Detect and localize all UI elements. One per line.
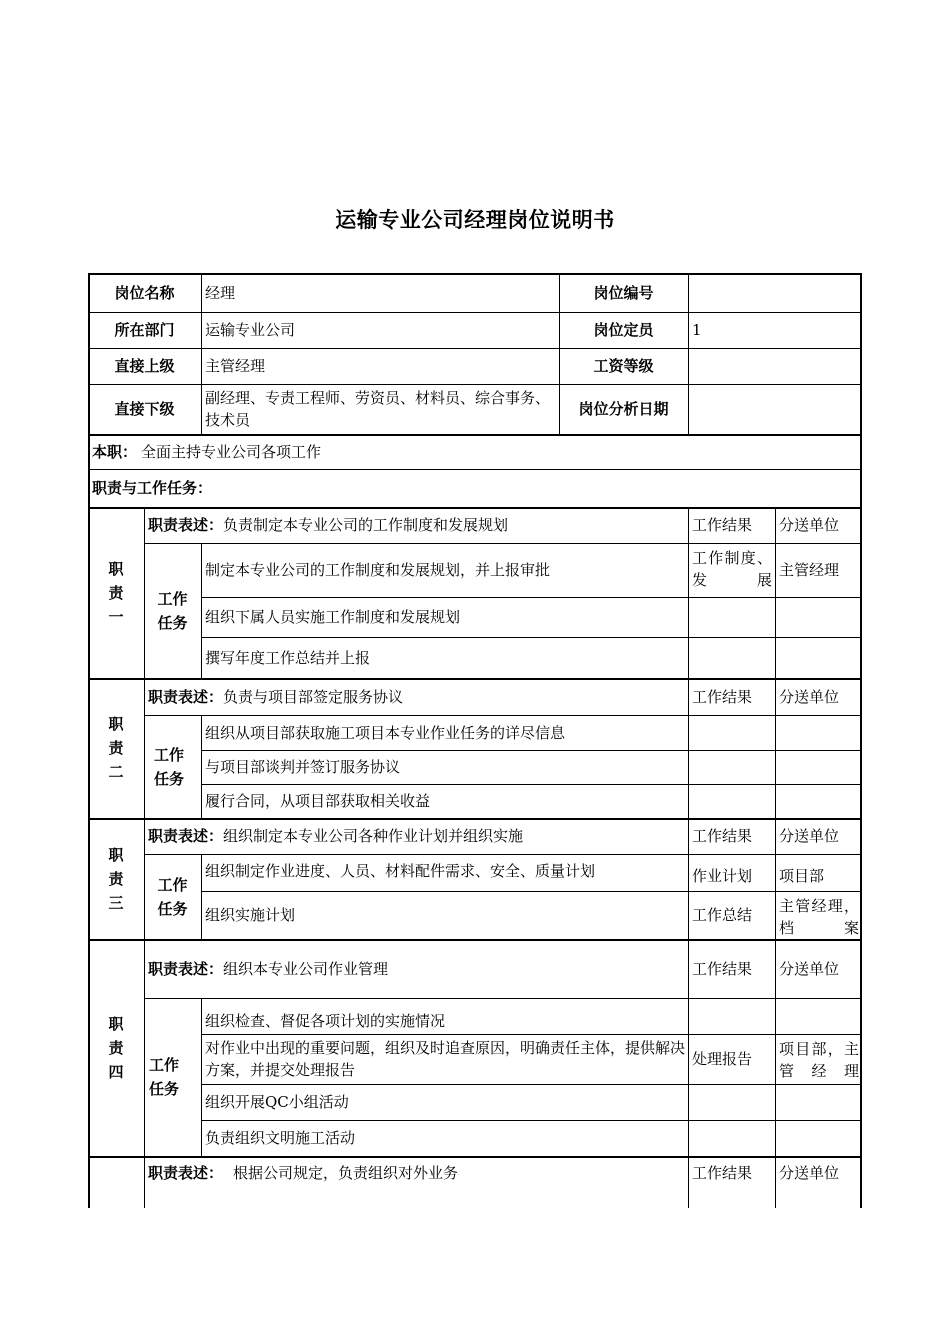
department-value: 运输专业公司	[205, 321, 296, 339]
duty-4-task-4: 负责组织文明施工活动	[205, 1129, 356, 1147]
duty-4-task-3: 组织开展QC小组活动	[205, 1093, 349, 1111]
document-title: 运输专业公司经理岗位说明书	[335, 208, 615, 232]
duty-4-task-2-result: 处理报告	[692, 1050, 753, 1068]
duty-desc-label: 职责表述：	[148, 687, 224, 706]
duty-2-label-text: 职责二	[108, 715, 124, 781]
duty-3-label	[88, 818, 144, 939]
tasks-label-text: 工作任务	[157, 589, 188, 632]
duty-1-task-3: 撰写年度工作总结并上报	[205, 648, 371, 667]
duty-2-tasks-label	[144, 715, 194, 818]
duty-4-task-2-recipient	[775, 1034, 862, 1084]
duty-3-task-1: 组织制定作业进度、人员、材料配件需求、安全、质量计划	[205, 862, 596, 880]
duty-4-label	[88, 939, 144, 1156]
duty-5-description	[144, 1156, 688, 1190]
position-name-value: 经理	[205, 283, 236, 302]
duty-1-result-header: 工作结果	[692, 516, 753, 534]
duty-2-recipient-header: 分送单位	[779, 687, 840, 706]
duties-header: 职责与工作任务：	[92, 479, 213, 497]
duty-2-description	[144, 678, 688, 715]
department-label: 所在部门	[114, 321, 175, 339]
duty-1-label	[88, 507, 144, 678]
tasks-label-text: 工作任务	[148, 1056, 179, 1098]
duty-1-description-text: 负责制定本专业公司的工作制度和发展规划	[223, 516, 509, 534]
duty-3-task-1-result: 作业计划	[692, 866, 753, 885]
position-code-label: 岗位编号	[593, 283, 654, 302]
duty-1-description	[144, 507, 688, 543]
duty-1-task-1-result-text: 工作制度、发展	[692, 549, 772, 589]
duty-4-task-1: 组织检查、督促各项计划的实施情况	[205, 1012, 446, 1030]
duty-4-task-2: 对作业中出现的重要问题，组织及时追查原因，明确责任主体，提供解决方案，并提交处理报告	[205, 1039, 686, 1079]
salary-grade-value	[688, 348, 862, 384]
duty-3-task-2: 组织实施计划	[205, 906, 296, 924]
duty-3-task-2-result: 工作总结	[692, 906, 753, 924]
duty-2-task-3: 履行合同，从项目部获取相关收益	[205, 792, 431, 810]
duty-4-description-text: 组织本专业公司作业管理	[223, 959, 389, 978]
duty-2-result-header: 工作结果	[692, 687, 753, 706]
duty-4-recipient-header: 分送单位	[779, 959, 840, 978]
duty-2-task-1: 组织从项目部获取施工项目本专业作业任务的详尽信息	[205, 723, 566, 742]
tasks-label-text: 工作任务	[153, 745, 184, 788]
duty-1-tasks-label	[144, 543, 201, 678]
main-duty-value: 全面主持专业公司各项工作	[141, 442, 322, 461]
duty-1-task-2: 组织下属人员实施工作制度和发展规划	[205, 608, 461, 626]
subordinates-label: 直接下级	[114, 400, 175, 418]
duty-5-result-header: 工作结果	[692, 1164, 753, 1182]
job-description-table	[88, 273, 862, 1208]
main-duty-row	[88, 434, 862, 469]
analysis-date-label: 岗位分析日期	[578, 400, 669, 418]
duty-desc-label: 职责表述：	[148, 827, 224, 845]
tasks-label-text: 工作任务	[157, 875, 188, 918]
duty-3-description	[144, 818, 688, 854]
duty-4-result-header: 工作结果	[692, 959, 753, 978]
main-duty-label: 本职：	[92, 442, 138, 461]
superior-label: 直接上级	[114, 357, 175, 375]
duty-3-label-text: 职责三	[108, 845, 124, 912]
position-code-value	[688, 273, 862, 312]
duty-3-description-text: 组织制定本专业公司各种作业计划并组织实施	[223, 827, 524, 845]
duty-1-recipient-header: 分送单位	[779, 516, 840, 534]
duty-2-label	[88, 678, 144, 818]
duty-1-task-1-result	[688, 543, 775, 597]
headcount-value: 1	[692, 321, 702, 339]
duty-3-task-2-recipient-text: 主管经理，档案	[779, 897, 859, 937]
duty-desc-label: 职责表述：	[148, 1164, 224, 1182]
duty-2-task-2: 与项目部谈判并签订服务协议	[205, 758, 401, 776]
superior-value: 主管经理	[205, 357, 266, 375]
duty-desc-label: 职责表述：	[148, 516, 224, 534]
analysis-date-value	[688, 384, 862, 434]
duty-3-tasks-label	[144, 854, 201, 939]
position-name-label: 岗位名称	[114, 283, 175, 302]
duty-1-task-1: 制定本专业公司的工作制度和发展规划，并上报审批	[205, 561, 551, 579]
duty-3-task-2-recipient	[775, 891, 862, 939]
duty-3-recipient-header: 分送单位	[779, 827, 840, 845]
headcount-label: 岗位定员	[593, 321, 654, 339]
salary-grade-label: 工资等级	[593, 357, 654, 375]
duty-desc-label: 职责表述：	[148, 959, 224, 978]
duty-2-description-text: 负责与项目部签定服务协议	[223, 687, 404, 706]
duty-1-task-1-recipient: 主管经理	[779, 561, 840, 579]
duty-3-result-header: 工作结果	[692, 827, 753, 845]
duty-4-label-text: 职责四	[108, 1014, 124, 1081]
duty-5-description-text: 根据公司规定，负责组织对外业务	[233, 1164, 459, 1182]
duty-5-recipient-header: 分送单位	[779, 1164, 840, 1182]
subordinates-value: 副经理、专责工程师、劳资员、材料员、综合事务、技术员	[205, 389, 551, 429]
duty-3-task-1-recipient: 项目部	[779, 866, 825, 885]
duty-4-tasks-label	[144, 998, 184, 1156]
duty-1-label-text: 职责一	[108, 559, 124, 626]
duty-4-task-2-recipient-text: 项目部，主管经理	[779, 1040, 859, 1080]
duty-4-description	[144, 939, 688, 998]
